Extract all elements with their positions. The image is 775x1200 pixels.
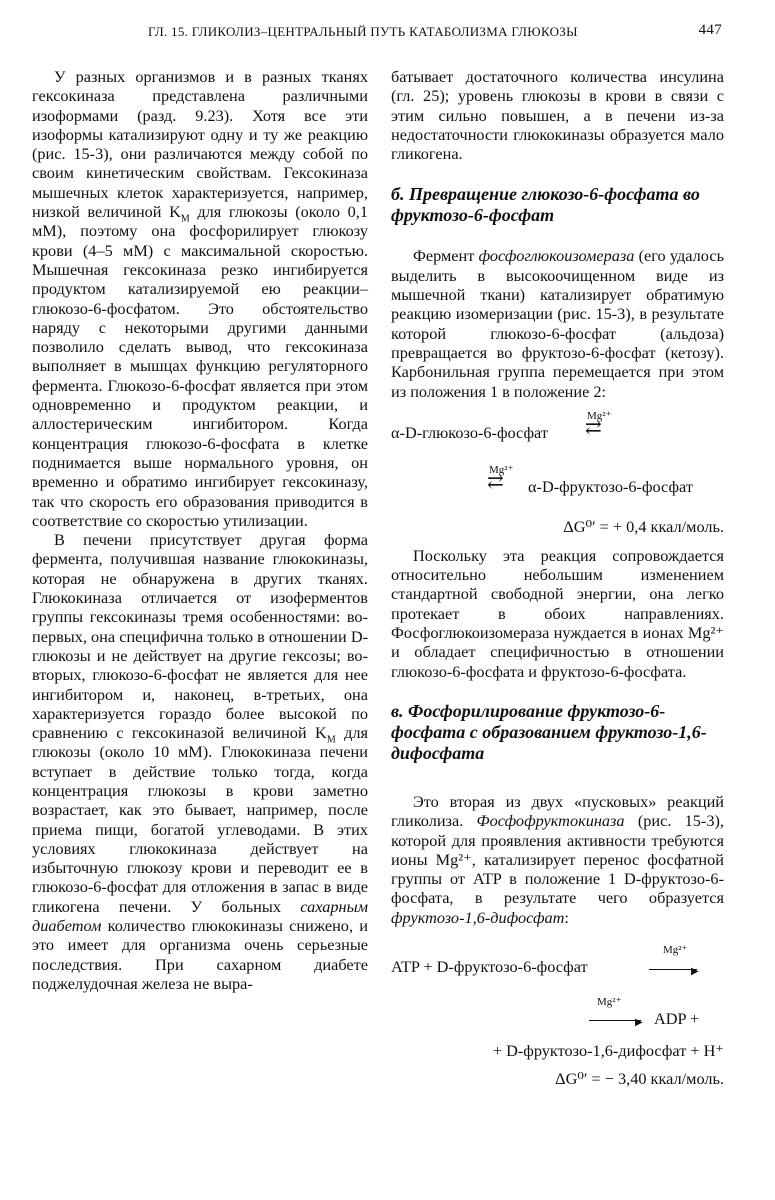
paragraph-isomerase: Фермент фосфоглюкоизомераза (его удалось выделить в высокоочищенном виде из мышечной ткани) катализирует обратимую реакцию изомеризации (рис. 15-3), в результате которой глюкозо-6-фосфат (альдоза) превращается во фруктозо-6-фосфат (кетозу). Карбонильная группа перемещается при этом из положения 1 в положение 2:	[391, 246, 724, 401]
eq2-line2: ADP +	[654, 1009, 700, 1029]
eq1-equilibrium-arrow-icon: ⇄	[585, 416, 602, 439]
paragraph-continuation: батывает достаточного количества инсулина (гл. 25); уровень глюкозы в крови в связи с этим сильно повышен, а в печени из-за недостаточности глюкокиназы образуется мало гликогена.	[391, 67, 724, 164]
eq2-arrow-1	[649, 969, 697, 970]
eq1-delta-g: ΔG⁰′ = + 0,4 ккал/моль.	[563, 516, 724, 536]
right-column	[391, 67, 724, 1087]
eq2-line1: ATP + D-фруктозо-6-фосфат	[391, 957, 588, 977]
eq1-product: α-D-фруктозо-6-фосфат	[528, 476, 693, 496]
running-title: ГЛ. 15. ГЛИКОЛИЗ–ЦЕНТРАЛЬНЫЙ ПУТЬ КАТАБОЛИЗМА ГЛЮКОЗЫ	[148, 24, 578, 39]
section-v-heading: в. Фосфорилирование фруктозо-6-фосфата с образованием фруктозо-1,6-дифосфата	[391, 700, 707, 763]
eq2-arrow-head-1-icon: ▶	[691, 966, 699, 978]
paragraph-phosphofructokinase: Это вторая из двух «пусковых» реакций гликолиза. Фосфофруктокиназа (рис. 15-3), которой для проявления активности требуются ионы Mg²⁺, катализирует перенос фосфатной группы от ATP в положение 1 D-фруктозо-6-фосфата, в результате чего образуется фруктозо-1,6-дифосфат:	[391, 791, 724, 927]
eq2-arrow-2	[589, 1020, 641, 1021]
paragraph-glucokinase: В печени присутствует другая форма фермента, получившая название глюкокиназы, которая не обнаружена в других тканях. Глюкокиназа отличается от изоферментов группы гексокиназы тремя особенностями: во-первых, она специфична только в отношении D-глюкозы и не действует на другие гексозы; во-вторых, глюкозо-6-фосфат не является для нее ингибитором и, наконец, в-третьих, она характеризуется гораздо более высокой по сравнению с гексокиназой величиной $K_M$ для глюкозы (около 10 мМ). Глюкокиназа печени вступает в действие только тогда, когда концентрация глюкозы в крови заметно возрастает, как это бывает, например, после приема пищи, богатой углеводами. В этих условиях глюкокиназа действует на избыточную глюкозу крови и переводит ее в глюкозо-6-фосфат для отложения в запас в виде гликогена печени. У больных сахарным диабетом количество глюкокиназы снижено, и это имеет для организма очень серьезные последствия. При сахарном диабете поджелудочная железа не выра-	[32, 530, 369, 993]
equation-phosphorylation	[391, 927, 724, 1087]
equation-isomerization	[391, 401, 724, 546]
eq2-mg-label: Mg²⁺	[663, 944, 688, 957]
eq2-delta-g: ΔG⁰′ = − 3,40 ккал/моль.	[555, 1069, 724, 1089]
eq2-line3: + D-фруктозо-1,6-дифосфат + H⁺	[492, 1041, 724, 1061]
section-b-heading: б. Превращение глюкозо-6-фосфата во фруктозо-6-фосфат	[391, 184, 700, 226]
eq1-mg-label: Mg²⁺	[587, 409, 612, 422]
eq2-mg-label-2: Mg²⁺	[597, 996, 622, 1009]
page-number: 447	[698, 22, 722, 38]
eq2-arrow-head-2-icon: ▶	[635, 1017, 643, 1029]
eq1-substrate: α-D-глюкозо-6-фосфат	[391, 422, 548, 442]
left-column	[32, 67, 368, 993]
eq1-mg-label-2: Mg²⁺	[489, 463, 514, 476]
page-header	[148, 20, 722, 42]
eq1-equilibrium-arrow-icon-2: ⇄	[487, 470, 504, 493]
paragraph-isomerase-energy: Поскольку эта реакция сопровождается относительно небольшим изменением стандартной свободной энергии, она легко протекает в обоих направлениях. Фосфоглюкоизомераза нуждается в ионах Mg²⁺ и обладает специфичностью в отношении глюкозо-6-фосфата и фруктозо-6-фосфата.	[391, 545, 724, 681]
paragraph-hexokinase-isoforms: У разных организмов и в разных тканях гексокиназа представлена различными изоформами (разд. 9.23). Хотя все эти изоформы катализируют одну и ту же реакцию (рис. 15-3), они различаются между собой по своим кинетическим свойствам. Гексокиназа мышечных клеток характеризуется, например, низкой величиной $K_M$ для глюкозы (около 0,1 мМ), поэтому она фосфорилирует глюкозу крови (4–5 мМ) с максимальной скоростью. Мышечная гексокиназа резко ингибируется продуктом катализируемой ею реакции–глюкозо-6-фосфатом. Это обстоятельство наряду с некоторыми другими данными позволило сделать вывод, что гексокиназа выполняет в мышцах функцию регуляторного фермента. Глюкозо-6-фосфат является при этом одновременно и продуктом реакции, и аллостерическим ингибитором. Когда концентрация глюкозо-6-фосфата в клетке поднимается выше нормального уровня, он временно и обратимо ингибирует гексокиназу, так что скорость его образования приводится в соответствие со скоростью утилизации.	[32, 67, 368, 530]
